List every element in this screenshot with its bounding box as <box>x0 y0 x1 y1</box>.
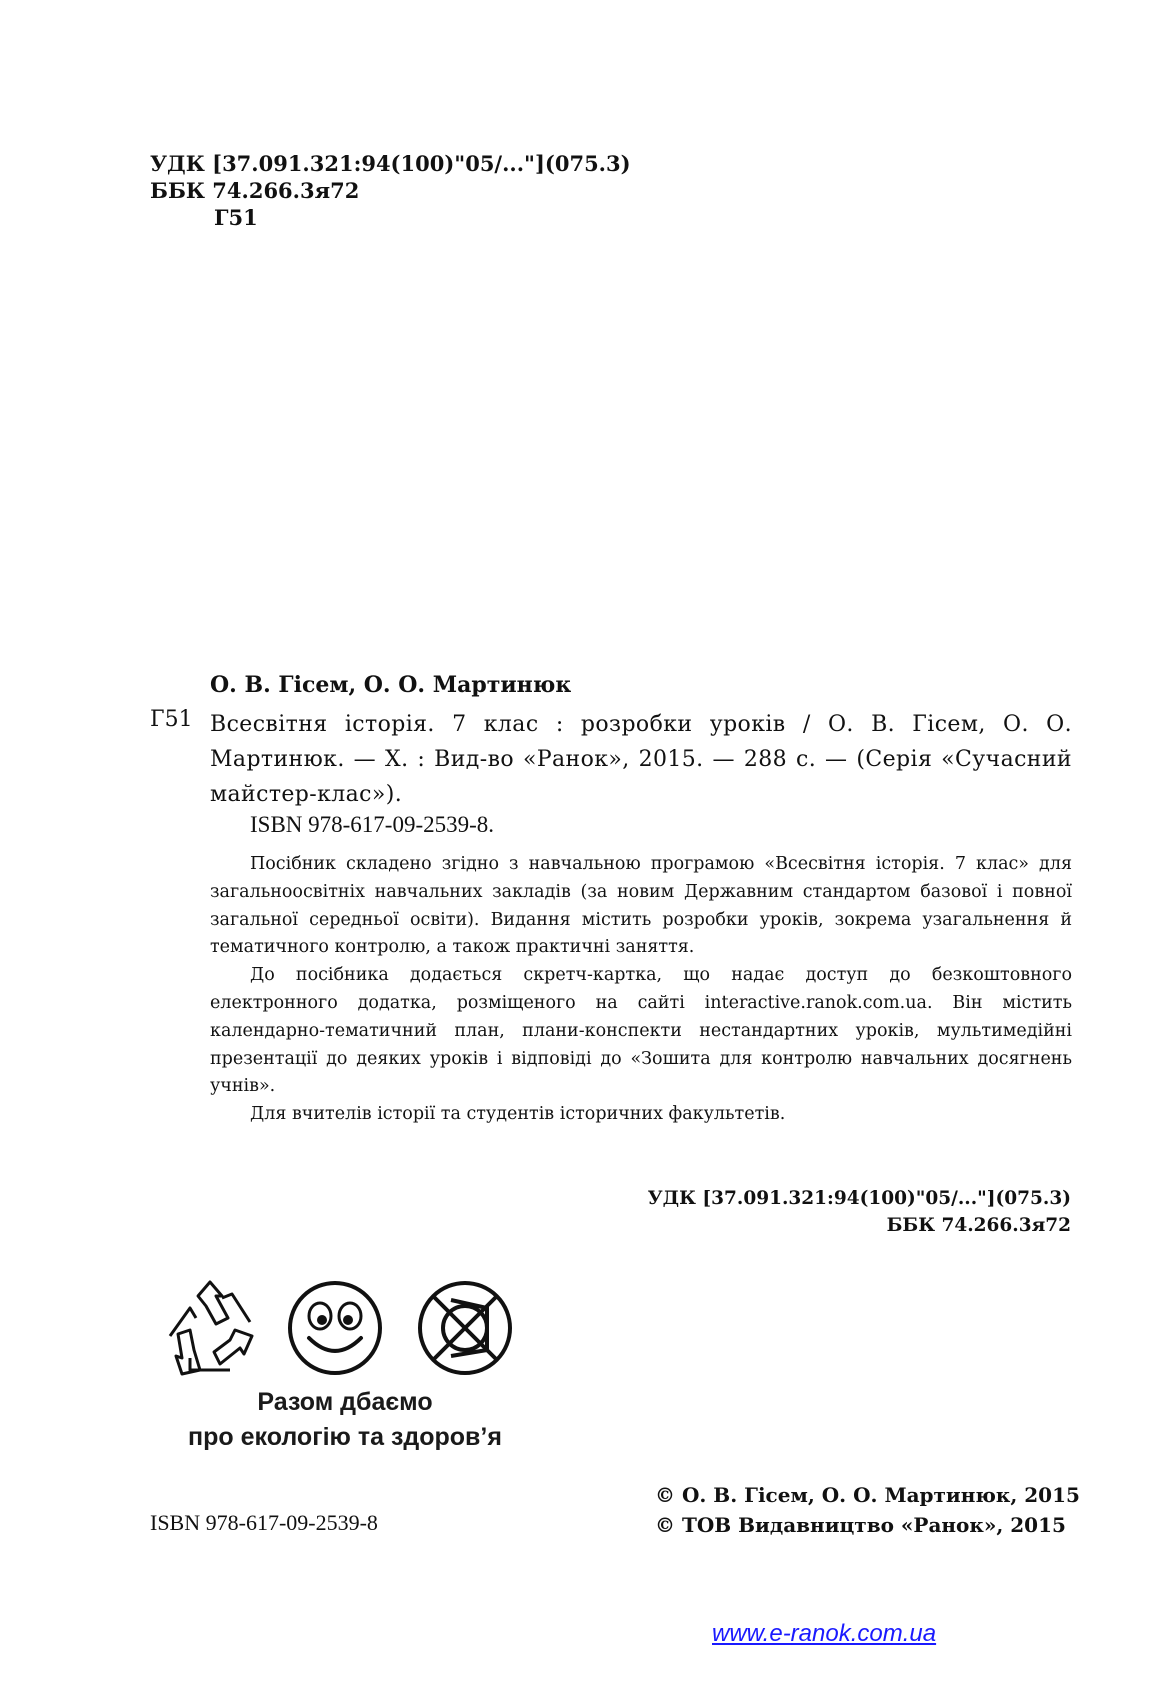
isbn-entry: ISBN 978-617-09-2539-8. <box>250 812 495 837</box>
copyright-block <box>655 1480 1080 1540</box>
bbk-code: ББК 74.266.3я72 <box>150 178 360 203</box>
eco-logos <box>160 1278 520 1378</box>
title-line: Всесвітня історія. 7 клас : розробки уроків / О. В. Гісем, О. О. Мартинюк. — Х. : Вид-во «Ранок», 2015. — 288 с. — (Серія «Сучасний майстер-клас»). <box>210 712 1072 807</box>
copyright-authors: © О. В. Гісем, О. О. Мартинюк, 2015 <box>655 1483 1080 1507</box>
bottom-classification <box>648 1185 1071 1239</box>
eco-slogan <box>160 1385 530 1455</box>
eco-slogan-line: про екологію та здоров’я <box>188 1423 502 1451</box>
top-classification <box>150 150 631 231</box>
annotation-paragraph: До посібника додається скретч-картка, що надає доступ до безкоштовного електронного додатка, розміщеного на сайті interactive.ranok.com.ua. Він містить календарно-тематичний план, плани-конспекти нестандартних уроків, мультимедійні презентації до деяких уроків і відповіді до «Зошита для контролю навчальних досягнень учнів». <box>210 965 1072 1097</box>
annotation-paragraph: Посібник складено згідно з навчальною програмою «Всесвітня історія. 7 клас» для загальноосвітніх навчальних закладів (за новим Державним стандартом базової і повної загальної середньої освіти). Видання містить розробки уроків, зокрема узагальнення й тематичного контролю, а також практичні заняття. <box>210 854 1072 958</box>
entry-author-mark: Г51 <box>150 707 193 732</box>
annotation <box>210 851 1072 1129</box>
no-washing-icon <box>415 1278 515 1378</box>
udc-code-bottom: УДК [37.091.321:94(100)"05/..."](075.3) <box>647 1188 1071 1209</box>
author-mark: Г51 <box>214 205 258 230</box>
copyright-publisher: © ТОВ Видавництво «Ранок», 2015 <box>655 1513 1066 1537</box>
smiley-icon <box>285 1278 385 1378</box>
recycle-icon <box>160 1278 260 1378</box>
isbn-bottom: ISBN 978-617-09-2539-8 <box>150 1510 378 1535</box>
authors-heading: О. В. Гісем, О. О. Мартинюк <box>210 672 572 698</box>
eco-slogan-line: Разом дбаємо <box>257 1388 433 1416</box>
bibliographic-description <box>210 707 1072 812</box>
bbk-code-bottom: ББК 74.266.3я72 <box>886 1215 1071 1236</box>
site-link[interactable]: www.e-ranok.com.ua <box>712 1620 937 1647</box>
annotation-paragraph: Для вчителів історії та студентів історичних факультетів. <box>250 1104 786 1125</box>
udc-code: УДК [37.091.321:94(100)"05/..."](075.3) <box>150 151 631 176</box>
